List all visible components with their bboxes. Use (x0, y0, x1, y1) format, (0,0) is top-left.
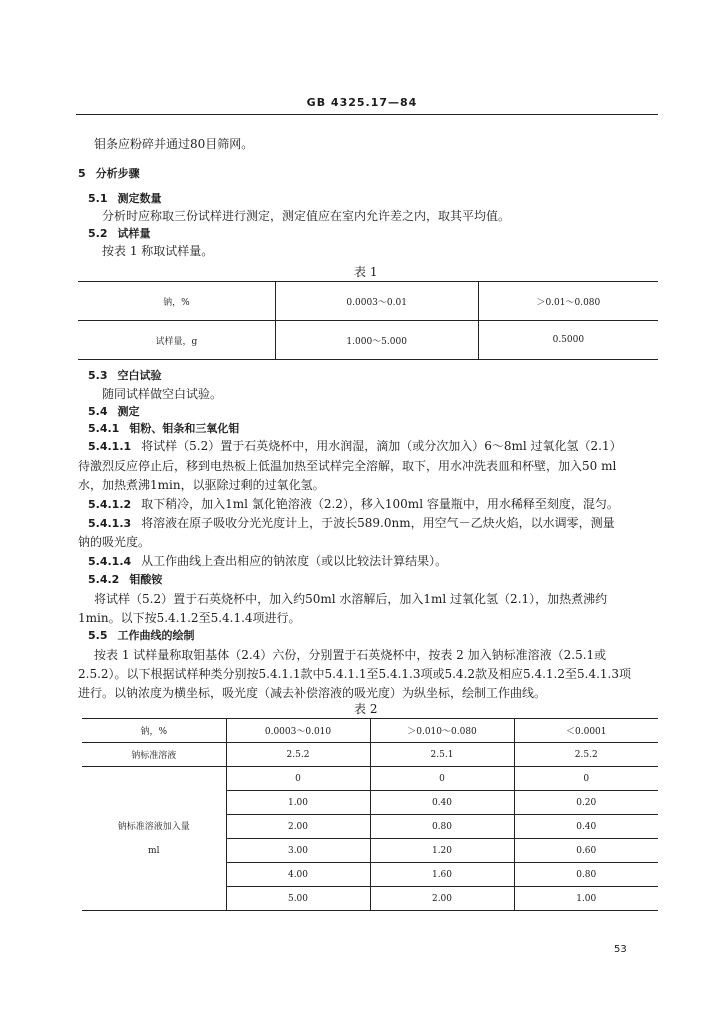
table-cell: 钠标准溶液 (82, 743, 226, 767)
table-2 (82, 718, 658, 911)
table-cell: 0.40 (514, 815, 658, 839)
table-cell: 0 (514, 767, 658, 791)
table-cell: 2.5.2 (226, 743, 370, 767)
paragraph-line (88, 496, 619, 513)
paragraph-line: 水，加热煮沸1min，以驱除过剩的过氧化氢。 (78, 478, 325, 492)
table-cell: ＞0.01～0.080 (478, 282, 658, 321)
clause-text: 将试样（5.2）置于石英烧杯中，用水润湿，滴加（或分次加入）6～8ml 过氧化氢（2.1） (141, 439, 622, 453)
paragraph: 钼条应粉碎并通过80目筛网。 (94, 137, 254, 151)
section-number: 5.2 (88, 227, 108, 240)
table-cell: 0.40 (370, 791, 514, 815)
section-heading (88, 572, 162, 588)
paragraph: 随同试样做空白试验。 (102, 387, 223, 401)
table-caption: 表 1 (354, 265, 378, 279)
section-title: 分析步骤 (95, 167, 140, 180)
section-heading (78, 166, 140, 182)
table-cell: 2.00 (226, 815, 370, 839)
table-header-cell: 0.0003～0.010 (226, 719, 370, 743)
table-cell: 钠，% (78, 282, 275, 321)
section-number: 5.4.2 (88, 573, 120, 586)
table-cell: 1.00 (226, 791, 370, 815)
table-cell: 0.80 (370, 815, 514, 839)
header-divider (76, 114, 658, 115)
table-header-cell: ＞0.010～0.080 (370, 719, 514, 743)
table-cell: 2.5.1 (370, 743, 514, 767)
clause-text: 取下稍冷，加入1ml 氯化铯溶液（2.2），移入100ml 容量瓶中，用水稀释至刻度，混匀。 (141, 497, 619, 511)
section-number: 5.5 (88, 629, 108, 642)
paragraph-line: 钠的吸光度。 (78, 535, 151, 549)
paragraph: 按表 1 称取试样量。 (102, 244, 214, 258)
table-cell: 0.80 (514, 863, 658, 887)
table-header-cell: ＜0.0001 (514, 719, 658, 743)
table-cell: 0.5000 (478, 321, 658, 360)
merged-label-cell (82, 767, 226, 911)
section-heading (88, 191, 162, 207)
paragraph-line: 按表 1 试样量称取钼基体（2.4）六份，分别置于石英烧杯中，按表 2 加入钠标准溶液（2.5.1或 (94, 648, 607, 662)
merged-label-unit: ml (148, 845, 160, 856)
merged-label: 钠标准溶液加入量 (117, 821, 190, 832)
table-cell: 1.20 (370, 839, 514, 863)
section-number: 5.4.1 (88, 422, 120, 435)
section-number: 5.3 (88, 369, 108, 382)
paragraph-line (88, 438, 622, 455)
table-cell: 4.00 (226, 863, 370, 887)
clause-number: 5.4.1.1 (88, 440, 132, 453)
table-cell: 5.00 (226, 887, 370, 911)
section-heading (88, 404, 140, 420)
paragraph-line: 1min。以下按5.4.1.2至5.4.1.4项进行。 (78, 611, 301, 625)
section-heading (88, 421, 239, 437)
table-cell: 2.5.2 (514, 743, 658, 767)
clause-number: 5.4.1.4 (88, 555, 132, 568)
paragraph-line: 2.5.2）。以下根据试样种类分别按5.4.1.1款中5.4.1.1至5.4.1.3项或5.4.2款及相应5.4.1.2至5.4.1.3项 (78, 667, 631, 681)
paragraph-line: 进行。以钠浓度为横坐标，吸光度（减去补偿溶液的吸光度）为纵坐标，绘制工作曲线。 (78, 686, 547, 700)
section-title: 工作曲线的绘制 (117, 629, 195, 642)
table-1 (78, 281, 658, 360)
table-cell: 0.0003～0.01 (275, 282, 478, 321)
table-cell: 0.20 (514, 791, 658, 815)
table-cell: 3.00 (226, 839, 370, 863)
section-title: 钼粉、钼条和三氧化钼 (129, 422, 240, 435)
section-heading (88, 628, 195, 644)
section-title: 测定数量 (117, 192, 162, 205)
table-row (82, 767, 658, 791)
table-row (78, 321, 658, 360)
section-heading (88, 368, 162, 384)
clause-text: 将溶液在原子吸收分光光度计上，于波长589.0nm，用空气－乙炔火焰，以水调零，测量 (141, 516, 615, 530)
section-title: 试样量 (117, 227, 151, 240)
table-caption: 表 2 (354, 702, 378, 716)
clause-text: 从工作曲线上查出相应的钠浓度（或以比较法计算结果）。 (141, 554, 448, 568)
page-header: GB 4325.17—84 (306, 96, 418, 109)
paragraph-line: 将试样（5.2）置于石英烧杯中，加入约50ml 水溶解后，加入1ml 过氧化氢（2.1），加热煮沸约 (94, 592, 608, 606)
table-row (78, 282, 658, 321)
section-number: 5.1 (88, 192, 108, 205)
section-number: 5.4 (88, 405, 108, 418)
table-cell: 1.60 (370, 863, 514, 887)
page-number: 53 (614, 944, 627, 955)
table-header-cell: 钠，% (82, 719, 226, 743)
paragraph-line (88, 553, 447, 570)
table-cell: 0 (370, 767, 514, 791)
table-cell: 2.00 (370, 887, 514, 911)
table-cell: 1.000～5.000 (275, 321, 478, 360)
table-cell: 0 (226, 767, 370, 791)
table-row (82, 719, 658, 743)
paragraph-line: 待激烈反应停止后，移到电热板上低温加热至试样完全溶解，取下，用水冲洗表皿和杯壁，加入50 ml (78, 459, 617, 473)
clause-number: 5.4.1.3 (88, 517, 132, 530)
clause-number: 5.4.1.2 (88, 498, 132, 511)
table-cell: 0.60 (514, 839, 658, 863)
section-title: 空白试验 (117, 369, 162, 382)
paragraph: 分析时应称取三份试样进行测定，测定值应在室内允许差之内，取其平均值。 (102, 209, 511, 223)
table-row (82, 743, 658, 767)
paragraph-line (88, 515, 615, 532)
section-title: 钼酸铵 (129, 573, 163, 586)
table-cell: 试样量，g (78, 321, 275, 360)
section-title: 测定 (117, 405, 140, 418)
section-number: 5 (78, 167, 86, 180)
table-cell: 1.00 (514, 887, 658, 911)
section-heading (88, 226, 151, 242)
